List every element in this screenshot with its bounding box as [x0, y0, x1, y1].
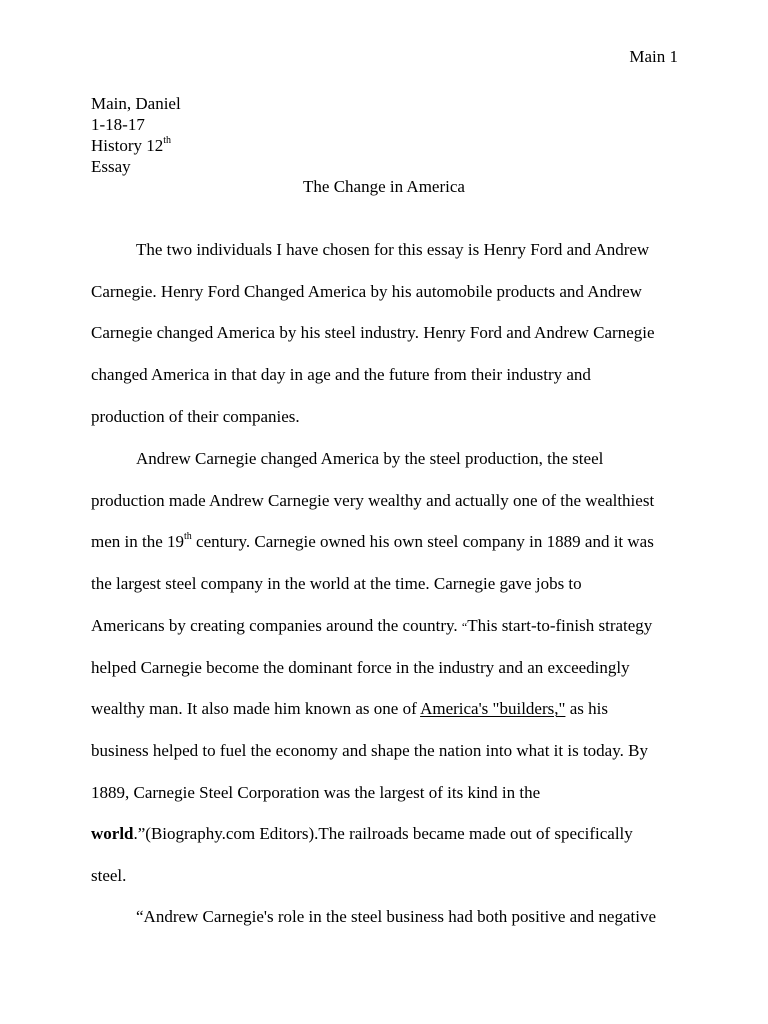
assignment-type: Essay: [91, 157, 131, 176]
running-head: Main 1: [629, 47, 678, 66]
p2-line-5-end: This start-to-finish strategy: [467, 616, 653, 635]
p2-line-7: [91, 698, 608, 719]
p2-line-1: Andrew Carnegie changed America by the steel production, the steel: [136, 449, 604, 468]
p2-line-10-bold-word: world: [91, 824, 134, 843]
p2-line-6: helped Carnegie become the dominant force in the industry and an exceedingly: [91, 658, 630, 677]
p2-line-3-superscript: th: [184, 531, 192, 543]
p2-line-10-rest: .”(Biography.com Editors).The railroads became made out of specifically: [133, 824, 633, 843]
p2-line-4: the largest steel company in the world at the time. Carnegie gave jobs to: [91, 574, 582, 593]
p2-line-7-end: as his: [565, 699, 608, 718]
p2-line-11: steel.: [91, 866, 127, 885]
p2-line-9: 1889, Carnegie Steel Corporation was the largest of its kind in the: [91, 783, 541, 802]
course-name-superscript: th: [163, 135, 172, 147]
author-name: Main, Daniel: [91, 94, 181, 113]
americas-builders-link[interactable]: America's "builders,": [420, 699, 566, 718]
p2-line-3-end: century. Carnegie owned his own steel company in 1889 and it was: [191, 532, 654, 551]
p1-line-2: Carnegie. Henry Ford Changed America by his automobile products and Andrew: [91, 282, 642, 301]
p2-line-3: [91, 531, 654, 552]
p1-line-4: changed America in that day in age and the future from their industry and: [91, 365, 591, 384]
p2-line-3-start: men in the 19: [91, 532, 185, 551]
essay-date: 1-18-17: [91, 115, 145, 134]
p2-line-5-quote-mark: “: [461, 620, 468, 634]
p2-line-2: production made Andrew Carnegie very wealthy and actually one of the wealthiest: [91, 491, 655, 510]
course-name-base: History 12: [91, 136, 164, 155]
essay-title: The Change in America: [303, 177, 465, 196]
p1-line-5: production of their companies.: [91, 407, 300, 426]
course-name: [91, 135, 171, 156]
p1-line-3: Carnegie changed America by his steel industry. Henry Ford and Andrew Carnegie: [91, 323, 655, 342]
p2-line-7-start: wealthy man. It also made him known as one of: [91, 699, 421, 718]
p2-line-5-start: Americans by creating companies around the country.: [91, 616, 462, 635]
p2-line-10: [91, 823, 633, 844]
p1-line-1: The two individuals I have chosen for this essay is Henry Ford and Andrew: [136, 240, 650, 259]
p2-line-8: business helped to fuel the economy and shape the nation into what it is today. By: [91, 741, 648, 760]
p2-line-5: [91, 615, 652, 638]
p3-line-1: “Andrew Carnegie's role in the steel business had both positive and negative: [136, 907, 657, 926]
